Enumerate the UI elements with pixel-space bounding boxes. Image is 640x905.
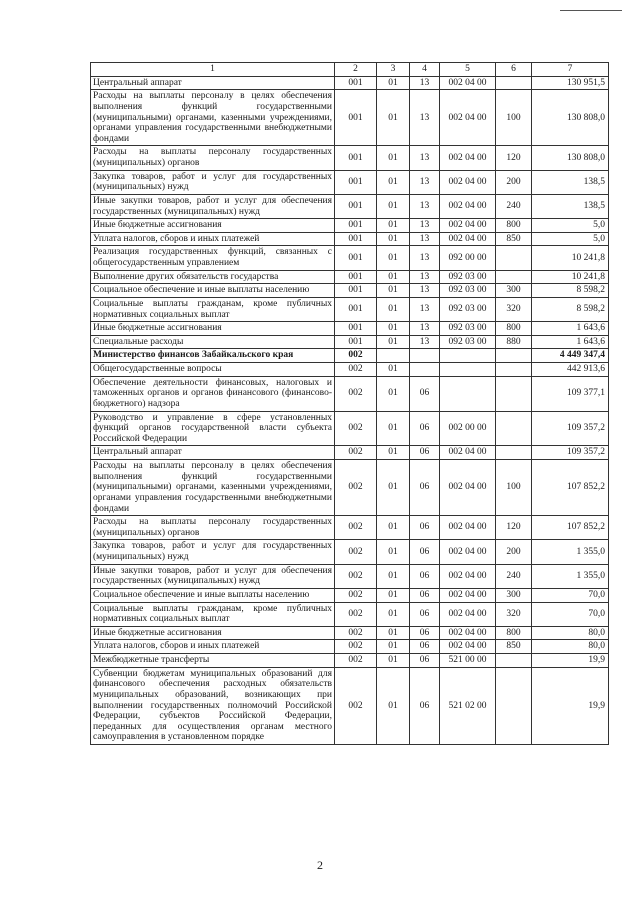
target-article-code: 002 04 00: [440, 564, 496, 588]
target-article-code: 092 00 00: [440, 246, 496, 270]
target-article-code: 092 03 00: [440, 335, 496, 349]
subsection-code: 13: [410, 284, 440, 298]
table-row: [91, 284, 609, 298]
target-article-code: 002 04 00: [440, 460, 496, 516]
budget-item-name: Центральный аппарат: [91, 446, 335, 460]
ministry-code: 001: [335, 76, 377, 90]
budget-item-name: Закупка товаров, работ и услуг для государственных (муниципальных) нужд: [91, 170, 335, 194]
table-row: [91, 297, 609, 321]
amount: 1 643,6: [532, 322, 609, 336]
column-number-row: [91, 63, 609, 77]
ministry-code: 002: [335, 349, 377, 363]
budget-item-name: Закупка товаров, работ и услуг для государственных (муниципальных) нужд: [91, 540, 335, 564]
expense-type-code: 880: [496, 335, 532, 349]
section-code: 01: [377, 322, 410, 336]
expense-type-code: 100: [496, 460, 532, 516]
amount: 1 355,0: [532, 540, 609, 564]
expense-type-code: 300: [496, 284, 532, 298]
section-code: 01: [377, 460, 410, 516]
budget-item-name: Социальное обеспечение и иные выплаты населению: [91, 284, 335, 298]
amount: 19,9: [532, 667, 609, 744]
section-code: 01: [377, 363, 410, 377]
subsection-code: 06: [410, 564, 440, 588]
table-row: [91, 460, 609, 516]
ministry-code: 002: [335, 376, 377, 411]
section-code: [377, 349, 410, 363]
expense-type-code: 200: [496, 540, 532, 564]
section-code: 01: [377, 146, 410, 170]
section-code: 01: [377, 170, 410, 194]
subsection-code: 06: [410, 602, 440, 626]
section-code: 01: [377, 446, 410, 460]
page-number: 2: [317, 858, 323, 872]
subsection-code: 13: [410, 270, 440, 284]
amount: 442 913,6: [532, 363, 609, 377]
expense-type-code: [496, 654, 532, 668]
expense-type-code: 800: [496, 219, 532, 233]
amount: 80,0: [532, 640, 609, 654]
budget-item-name: Расходы на выплаты персоналу государственных (муниципальных) органов: [91, 516, 335, 540]
table-row: [91, 564, 609, 588]
column-number: 1: [91, 63, 335, 77]
target-article-code: 092 03 00: [440, 270, 496, 284]
section-code: 01: [377, 90, 410, 146]
subsection-code: 13: [410, 322, 440, 336]
section-code: 01: [377, 297, 410, 321]
section-code: 01: [377, 246, 410, 270]
subsection-code: 06: [410, 626, 440, 640]
target-article-code: 002 04 00: [440, 219, 496, 233]
amount: 5,0: [532, 219, 609, 233]
subsection-code: 13: [410, 146, 440, 170]
subsection-code: 13: [410, 76, 440, 90]
section-code: 01: [377, 516, 410, 540]
target-article-code: 002 04 00: [440, 90, 496, 146]
expense-type-code: 320: [496, 602, 532, 626]
expense-type-code: 320: [496, 297, 532, 321]
expense-type-code: 300: [496, 588, 532, 602]
table-row: [91, 654, 609, 668]
table-row: [91, 194, 609, 218]
section-code: 01: [377, 219, 410, 233]
amount: 70,0: [532, 588, 609, 602]
subsection-code: 06: [410, 446, 440, 460]
ministry-code: 001: [335, 335, 377, 349]
amount: 1 643,6: [532, 335, 609, 349]
ministry-code: 001: [335, 170, 377, 194]
subsection-code: 06: [410, 516, 440, 540]
amount: 8 598,2: [532, 297, 609, 321]
expense-type-code: [496, 446, 532, 460]
section-code: 01: [377, 284, 410, 298]
target-article-code: 002 00 00: [440, 411, 496, 446]
section-code: 01: [377, 667, 410, 744]
target-article-code: 002 04 00: [440, 588, 496, 602]
subsection-code: [410, 349, 440, 363]
budget-item-name: Общегосударственные вопросы: [91, 363, 335, 377]
section-code: 01: [377, 640, 410, 654]
ministry-code: 002: [335, 446, 377, 460]
amount: 107 852,2: [532, 516, 609, 540]
amount: 138,5: [532, 170, 609, 194]
section-code: 01: [377, 194, 410, 218]
section-code: 01: [377, 411, 410, 446]
ministry-code: 001: [335, 219, 377, 233]
amount: 1 355,0: [532, 564, 609, 588]
ministry-code: 001: [335, 284, 377, 298]
amount: 80,0: [532, 626, 609, 640]
table-row: [91, 76, 609, 90]
budget-table: [90, 62, 609, 745]
subsection-code: 13: [410, 232, 440, 246]
expense-type-code: [496, 376, 532, 411]
target-article-code: 002 04 00: [440, 540, 496, 564]
budget-item-name: Иные закупки товаров, работ и услуг для обеспечения государственных (муниципальных) нужд: [91, 194, 335, 218]
target-article-code: 002 04 00: [440, 626, 496, 640]
expense-type-code: 200: [496, 170, 532, 194]
budget-item-name: Иные бюджетные ассигнования: [91, 219, 335, 233]
expense-type-code: [496, 270, 532, 284]
table-row: [91, 219, 609, 233]
section-code: 01: [377, 540, 410, 564]
table-row: [91, 322, 609, 336]
section-code: 01: [377, 270, 410, 284]
target-article-code: 092 03 00: [440, 284, 496, 298]
ministry-code: 002: [335, 516, 377, 540]
table-row: [91, 363, 609, 377]
table-row: [91, 640, 609, 654]
header-rule: [560, 10, 622, 11]
amount: 130 808,0: [532, 146, 609, 170]
table-row: [91, 376, 609, 411]
table-row: [91, 411, 609, 446]
target-article-code: 002 04 00: [440, 446, 496, 460]
budget-item-name: Социальные выплаты гражданам, кроме публичных нормативных социальных выплат: [91, 602, 335, 626]
amount: 138,5: [532, 194, 609, 218]
ministry-code: 001: [335, 297, 377, 321]
subsection-code: 06: [410, 376, 440, 411]
table-row: [91, 335, 609, 349]
budget-item-name: Расходы на выплаты персоналу в целях обеспечения выполнения функций государственными (муниципальными) органами, казенными учреждениями, органами управления государственными внебюджетными фондами: [91, 90, 335, 146]
ministry-code: 001: [335, 270, 377, 284]
section-code: 01: [377, 76, 410, 90]
target-article-code: 002 04 00: [440, 232, 496, 246]
ministry-code: 001: [335, 322, 377, 336]
expense-type-code: [496, 76, 532, 90]
target-article-code: 521 00 00: [440, 654, 496, 668]
ministry-code: 002: [335, 564, 377, 588]
expense-type-code: 800: [496, 626, 532, 640]
ministry-code: 002: [335, 460, 377, 516]
table-row: [91, 246, 609, 270]
ministry-code: 001: [335, 246, 377, 270]
budget-item-name: Центральный аппарат: [91, 76, 335, 90]
expense-type-code: 120: [496, 146, 532, 170]
amount: 109 377,1: [532, 376, 609, 411]
amount: 109 357,2: [532, 411, 609, 446]
amount: 5,0: [532, 232, 609, 246]
budget-item-name: Иные бюджетные ассигнования: [91, 322, 335, 336]
budget-item-name: Расходы на выплаты персоналу государственных (муниципальных) органов: [91, 146, 335, 170]
target-article-code: 002 04 00: [440, 194, 496, 218]
expense-type-code: [496, 667, 532, 744]
amount: 70,0: [532, 602, 609, 626]
target-article-code: 002 04 00: [440, 602, 496, 626]
amount: 19,9: [532, 654, 609, 668]
expense-type-code: 850: [496, 640, 532, 654]
table-row: [91, 516, 609, 540]
table-row: [91, 232, 609, 246]
subsection-code: 13: [410, 335, 440, 349]
amount: 10 241,8: [532, 270, 609, 284]
table-row: [91, 602, 609, 626]
column-number: 4: [410, 63, 440, 77]
ministry-code: 001: [335, 232, 377, 246]
table-row: [91, 540, 609, 564]
budget-item-name: Субвенции бюджетам муниципальных образований для финансового обеспечения расходных обязательств муниципальных образований, возникающих при выполнении государственных полномочий Российской Федерации, субъектов Российской Федерации, переданных для осуществления органам местного самоуправления в установленном порядке: [91, 667, 335, 744]
ministry-code: 002: [335, 540, 377, 564]
column-number: 6: [496, 63, 532, 77]
table-body: [91, 63, 609, 745]
section-code: 01: [377, 626, 410, 640]
budget-item-name: Иные бюджетные ассигнования: [91, 626, 335, 640]
column-number: 3: [377, 63, 410, 77]
budget-item-name: Расходы на выплаты персоналу в целях обеспечения выполнения функций государственными (муниципальными) органами, казенными учреждениями, органами управления государственными внебюджетными фондами: [91, 460, 335, 516]
ministry-code: 002: [335, 411, 377, 446]
budget-item-name: Министерство финансов Забайкальского края: [91, 349, 335, 363]
budget-item-name: Обеспечение деятельности финансовых, налоговых и таможенных органов и органов финансового (финансово-бюджетного) надзора: [91, 376, 335, 411]
expense-type-code: 850: [496, 232, 532, 246]
target-article-code: 521 02 00: [440, 667, 496, 744]
expense-type-code: 240: [496, 564, 532, 588]
ministry-code: 002: [335, 363, 377, 377]
amount: 130 951,5: [532, 76, 609, 90]
section-code: 01: [377, 564, 410, 588]
table-row: [91, 667, 609, 744]
target-article-code: 002 04 00: [440, 640, 496, 654]
budget-item-name: Реализация государственных функций, связанных с общегосударственным управлением: [91, 246, 335, 270]
amount: 10 241,8: [532, 246, 609, 270]
expense-type-code: 120: [496, 516, 532, 540]
budget-item-name: Социальное обеспечение и иные выплаты населению: [91, 588, 335, 602]
budget-item-name: Социальные выплаты гражданам, кроме публичных нормативных социальных выплат: [91, 297, 335, 321]
column-number: 5: [440, 63, 496, 77]
ministry-code: 002: [335, 667, 377, 744]
ministry-code: 002: [335, 640, 377, 654]
amount: 130 808,0: [532, 90, 609, 146]
subsection-code: 13: [410, 90, 440, 146]
budget-item-name: Выполнение других обязательств государства: [91, 270, 335, 284]
budget-item-name: Уплата налогов, сборов и иных платежей: [91, 640, 335, 654]
section-code: 01: [377, 335, 410, 349]
target-article-code: 002 04 00: [440, 170, 496, 194]
section-code: 01: [377, 232, 410, 246]
ministry-code: 002: [335, 626, 377, 640]
subsection-code: 06: [410, 411, 440, 446]
subsection-code: 06: [410, 540, 440, 564]
budget-item-name: Межбюджетные трансферты: [91, 654, 335, 668]
table-row: [91, 349, 609, 363]
column-number: 2: [335, 63, 377, 77]
section-code: 01: [377, 654, 410, 668]
target-article-code: [440, 349, 496, 363]
amount: 109 357,2: [532, 446, 609, 460]
expense-type-code: 240: [496, 194, 532, 218]
table-row: [91, 90, 609, 146]
table-row: [91, 170, 609, 194]
subsection-code: 13: [410, 219, 440, 233]
subsection-code: 13: [410, 194, 440, 218]
section-code: 01: [377, 376, 410, 411]
subsection-code: 06: [410, 460, 440, 516]
subsection-code: 13: [410, 297, 440, 321]
target-article-code: 002 04 00: [440, 146, 496, 170]
expense-type-code: 100: [496, 90, 532, 146]
subsection-code: 13: [410, 246, 440, 270]
section-code: 01: [377, 588, 410, 602]
ministry-code: 002: [335, 654, 377, 668]
table-row: [91, 146, 609, 170]
subsection-code: 06: [410, 667, 440, 744]
amount: 107 852,2: [532, 460, 609, 516]
subsection-code: 06: [410, 588, 440, 602]
expense-type-code: [496, 246, 532, 270]
subsection-code: 06: [410, 640, 440, 654]
budget-item-name: Иные закупки товаров, работ и услуг для обеспечения государственных (муниципальных) нужд: [91, 564, 335, 588]
expense-type-code: [496, 411, 532, 446]
ministry-code: 002: [335, 602, 377, 626]
target-article-code: 092 03 00: [440, 322, 496, 336]
ministry-code: 001: [335, 90, 377, 146]
ministry-code: 001: [335, 146, 377, 170]
budget-item-name: Руководство и управление в сфере установленных функций органов государственной власти субъекта Российской Федерации: [91, 411, 335, 446]
amount: 4 449 347,4: [532, 349, 609, 363]
target-article-code: 002 04 00: [440, 76, 496, 90]
ministry-code: 001: [335, 194, 377, 218]
section-code: 01: [377, 602, 410, 626]
subsection-code: [410, 363, 440, 377]
column-number: 7: [532, 63, 609, 77]
table-row: [91, 446, 609, 460]
subsection-code: 13: [410, 170, 440, 194]
table-row: [91, 588, 609, 602]
expense-type-code: [496, 363, 532, 377]
table-row: [91, 270, 609, 284]
budget-item-name: Уплата налогов, сборов и иных платежей: [91, 232, 335, 246]
expense-type-code: [496, 349, 532, 363]
subsection-code: 06: [410, 654, 440, 668]
expense-type-code: 800: [496, 322, 532, 336]
target-article-code: 092 03 00: [440, 297, 496, 321]
table-row: [91, 626, 609, 640]
target-article-code: [440, 363, 496, 377]
target-article-code: 002 04 00: [440, 516, 496, 540]
budget-item-name: Специальные расходы: [91, 335, 335, 349]
target-article-code: [440, 376, 496, 411]
amount: 8 598,2: [532, 284, 609, 298]
ministry-code: 002: [335, 588, 377, 602]
